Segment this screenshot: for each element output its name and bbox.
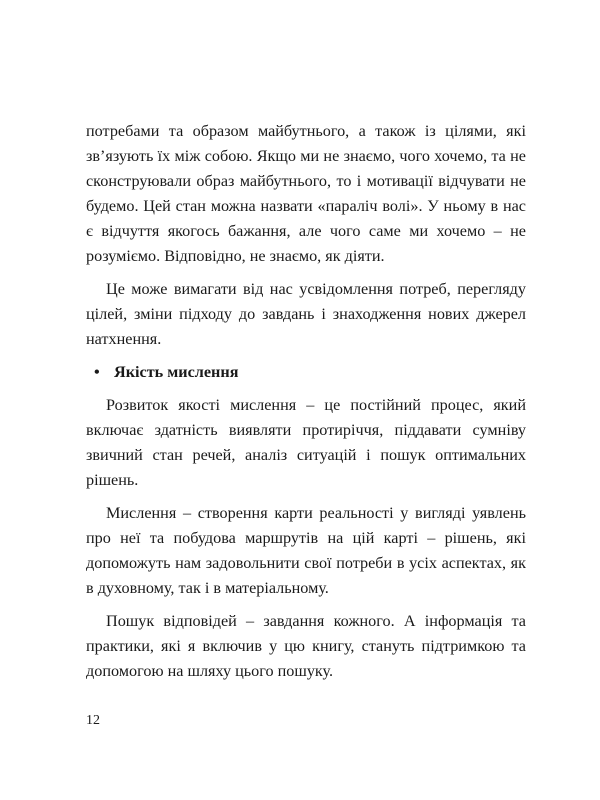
paragraph: Пошук відповідей – завдання кожного. А інформація та практики, які я включив у цю книгу, стануть підтримкою та допомогою на шляху цього пошуку. (86, 611, 526, 680)
bullet-icon: • (94, 362, 100, 381)
page-number: 12 (86, 713, 100, 728)
paragraph: Це може вимагати від нас усвідомлення потреб, перегляду цілей, зміни підходу до завдань і знаходження нових джерел натхнення. (86, 279, 526, 348)
paragraph-continuation: потребами та образом майбутнього, а також із цілями, які зв’язують їх між собою. Якщо ми не знаємо, чого хочемо, та не сконструювали образ майбутнього, то і мотивації відчувати не будемо. Цей стан можна назвати «параліч волі». У ньому в нас є відчуття якогось бажання, але чого саме ми хочемо – не розуміємо. Відповідно, не знаємо, як діяти. (86, 122, 526, 265)
paragraph: Розвиток якості мислення – це постійний процес, який включає здатність виявляти протиріччя, піддавати сумніву звичний стан речей, аналіз ситуацій і пошук оптимальних рішень. (86, 395, 526, 489)
paragraph: Мислення – створення карти реальності у вигляді уявлень про неї та побудова маршрутів на цій карті – рішень, які допоможуть нам задовольнити свої потреби в усіх аспектах, як в духовному, так і в матеріальному. (86, 503, 526, 597)
section-heading (86, 360, 526, 385)
section-heading-text: Якість мислення (114, 362, 239, 381)
page-body-text (86, 119, 526, 692)
